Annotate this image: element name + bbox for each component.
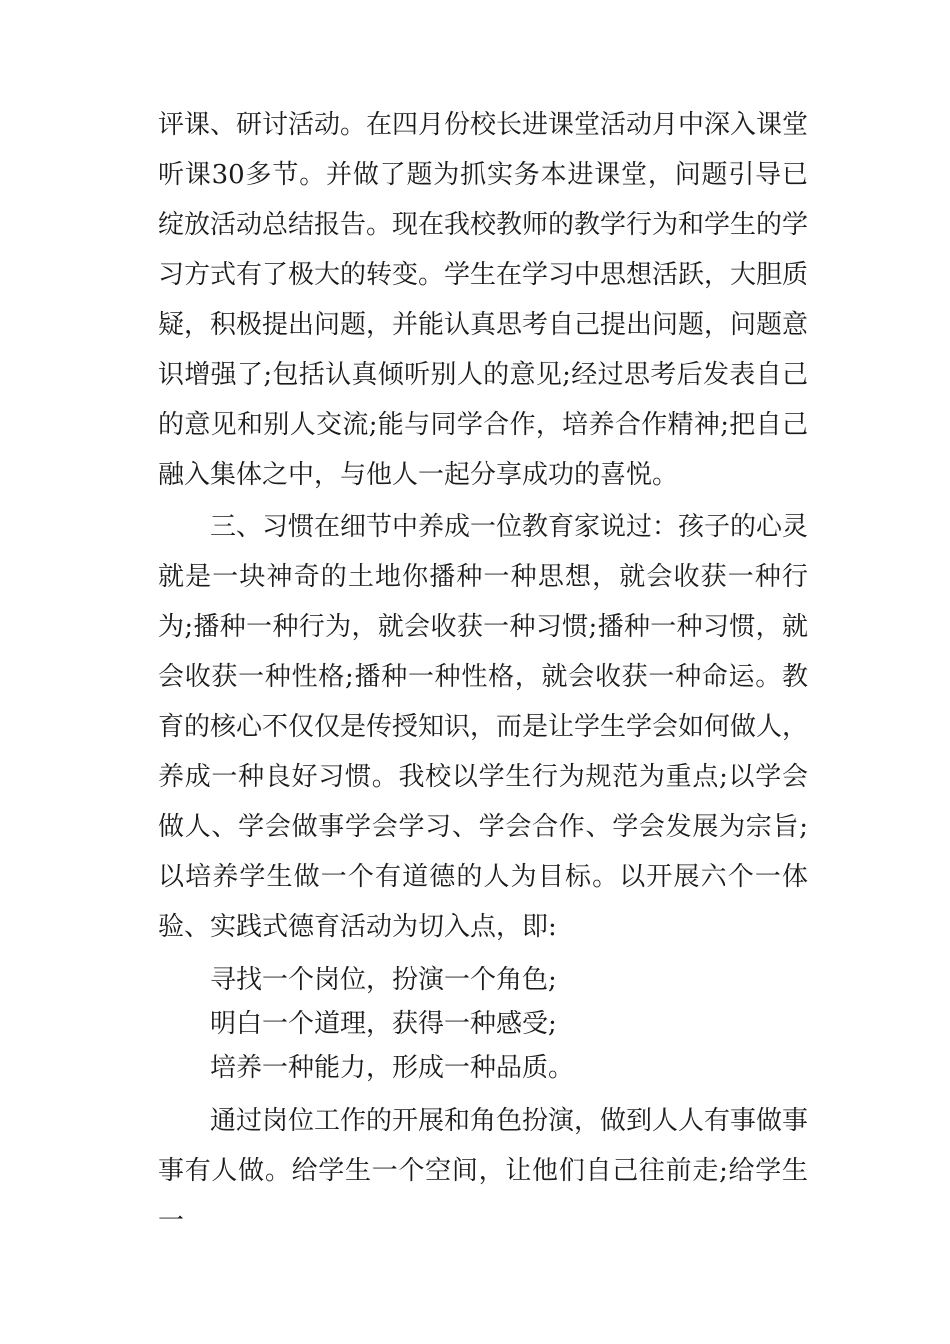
activity-list	[158, 958, 808, 1090]
body-paragraph-1: 评课、研讨活动。在四月份校长进课堂活动月中深入课堂听课30多节。并做了题为抓实务本进课堂，问题引导已绽放活动总结报告。现在我校教师的教学行为和学生的学习方式有了极大的转变。学生在学习中思想活跃，大胆质疑，积极提出问题，并能认真思考自己提出问题，问题意识增强了;包括认真倾听别人的意见;经过思考后发表自己的意见和别人交流;能与同学合作，培养合作精神;把自己融入集体之中，与他人一起分享成功的喜悦。	[158, 110, 809, 490]
document-page	[158, 100, 808, 1246]
body-paragraph-3: 通过岗位工作的开展和角色扮演，做到人人有事做事事有人做。给学生一个空间，让他们自己往前走;给学生一	[158, 1106, 809, 1236]
list-item: 明白一个道理，获得一种感受;	[210, 1009, 557, 1039]
list-item: 培养一种能力，形成一种品质。	[210, 1053, 575, 1083]
list-item: 寻找一个岗位，扮演一个角色;	[210, 965, 557, 995]
body-paragraph-2: 三、习惯在细节中养成一位教育家说过：孩子的心灵就是一块神奇的土地你播种一种思想，就会收获一种行为;播种一种行为，就会收获一种习惯;播种一种习惯，就会收获一种性格;播种一种性格，就会收获一种命运。教育的核心不仅仅是传授知识，而是让学生学会如何做人，养成一种良好习惯。我校以学生行为规范为重点;以学会做人、学会做事学会学习、学会合作、学会发展为宗旨;以培养学生做一个有道德的人为目标。以开展六个一体验、实践式德育活动为切入点，即:	[158, 512, 809, 942]
